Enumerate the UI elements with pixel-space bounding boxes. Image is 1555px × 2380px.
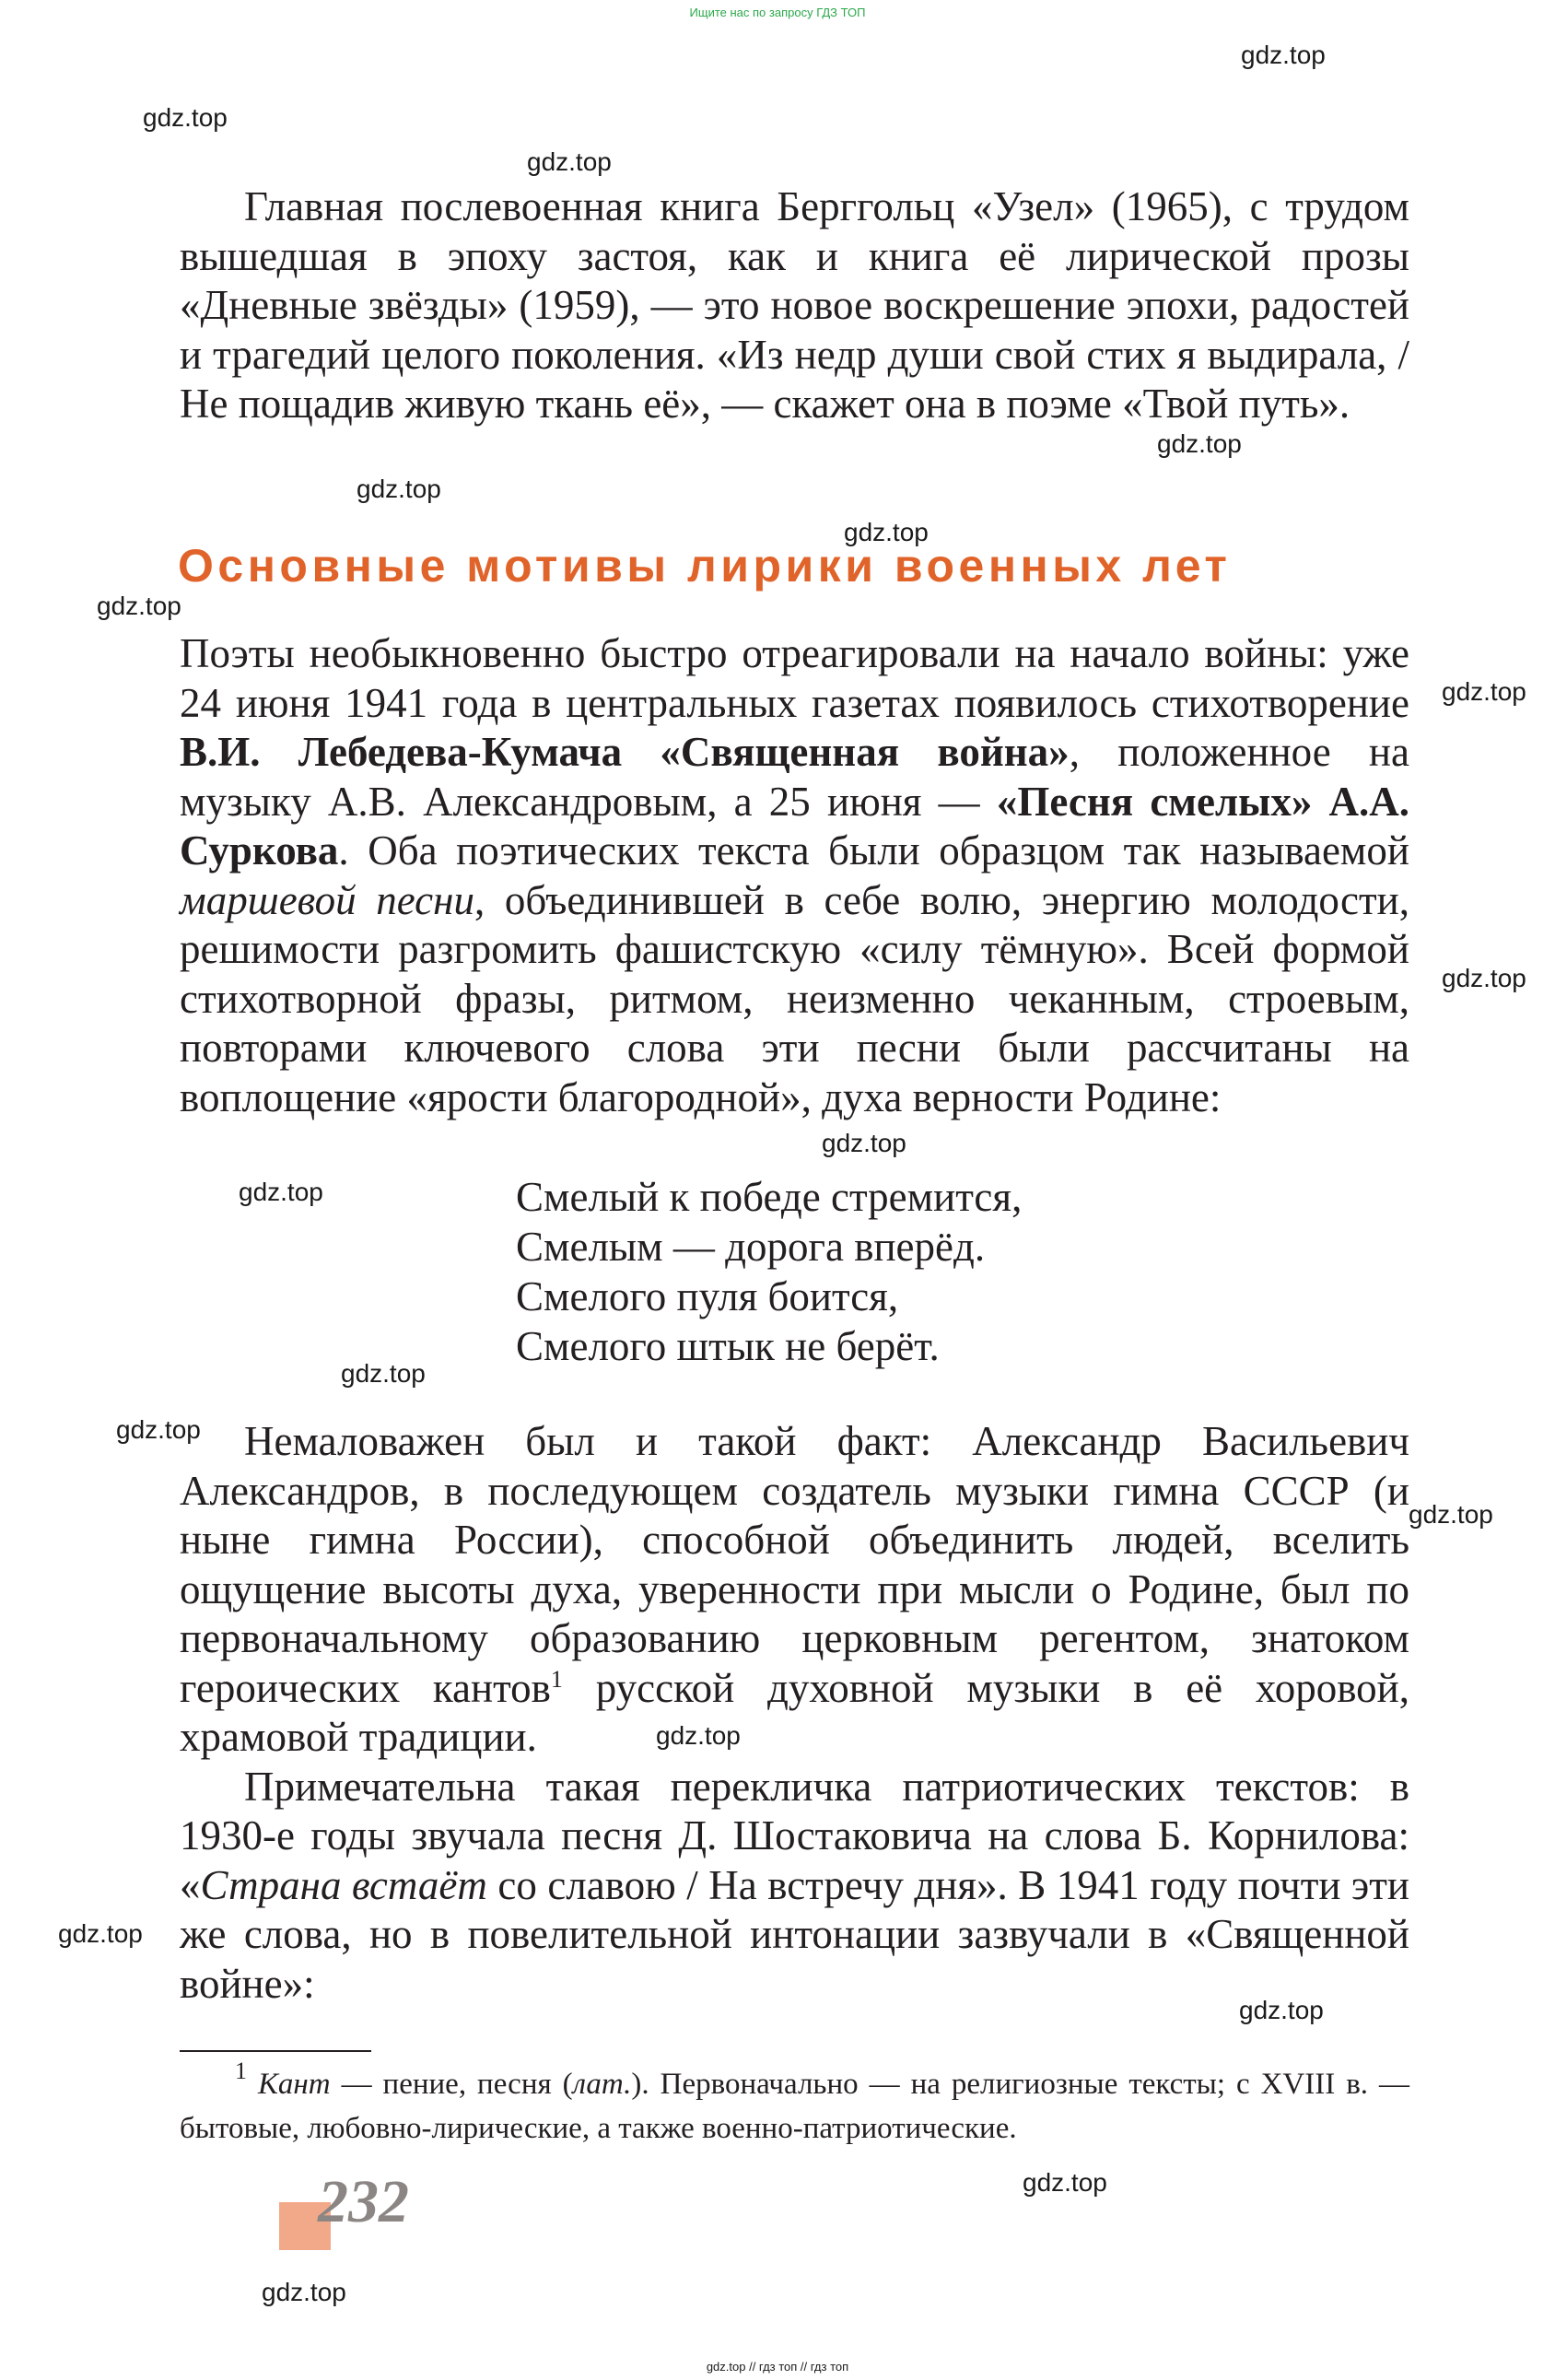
footnote-lang: лат. [572, 2068, 632, 2101]
p1-bold-surkov: «Песня смелых» А.А. Суркова [180, 778, 1410, 873]
watermark: gdz.top [239, 1178, 323, 1206]
poem-line: Смелым — дорога вперёд. [516, 1224, 986, 1270]
watermark: gdz.top [1442, 677, 1526, 706]
watermark: gdz.top [262, 2278, 346, 2306]
poem-line: Смелого штык не берёт. [516, 1323, 940, 1369]
p1-italic-march-song: маршевой песни [180, 876, 474, 923]
footnote-divider [180, 2050, 371, 2052]
watermark: gdz.top [656, 1721, 741, 1750]
p1-text-e: . Оба поэтических текста были образцом так называемой [338, 827, 1409, 873]
poem-quote [516, 1172, 1022, 1371]
p2-text-b: русской духовной музыки в её хоровой, храмовой традиции. [180, 1664, 1409, 1760]
watermark: gdz.top [527, 147, 612, 176]
header-search-note: Ищите нас по запросу ГДЗ ТОП [689, 6, 866, 19]
footnote-text-b: ). Первоначально — на религиозные тексты; с XVIII в. — бытовые, любовно-лирические, а также военно-патриотические. [180, 2068, 1409, 2145]
watermark: gdz.top [1157, 429, 1242, 458]
paragraph-war-songs [180, 629, 1409, 1122]
footnote-ref: 1 [550, 1665, 563, 1693]
p3-text-c: со славою / На встречу дня». В 1941 году почти эти же слова, но в повелительной интонации зазвучали в «Священной войне»: [180, 1861, 1409, 2007]
footer-note: gdz.top // гдз топ // гдз топ [706, 2360, 849, 2374]
watermark: gdz.top [1239, 1996, 1324, 2024]
p1-text-a: Поэты необыкновенно быстро отреагировали на начало войны: уже 24 июня 1941 года в центральных газетах появилось стихотворение [180, 630, 1409, 726]
footnote-text-a: — пение, песня ( [330, 2068, 573, 2101]
watermark: gdz.top [822, 1129, 906, 1157]
watermark: gdz.top [1023, 2168, 1107, 2197]
watermark: gdz.top [341, 1359, 426, 1388]
footnote-term: Кант [257, 2068, 331, 2101]
watermark: gdz.top [143, 103, 228, 132]
page-number: 232 [318, 2168, 409, 2235]
watermark: gdz.top [1442, 964, 1526, 992]
intro-paragraph: Главная послевоенная книга Берггольц «Узел» (1965), с трудом вышедшая в эпоху застоя, как и книга её лирической прозы «Дневные звёзды» (1959), — это новое воскрешение эпохи, радостей и трагедий целого поколения. «Из недр души свой стих я выдирала, / Не пощадив живую ткань её», — скажет она в поэме «Твой путь». [180, 183, 1409, 427]
watermark: gdz.top [844, 518, 929, 546]
watermark: gdz.top [58, 1919, 143, 1948]
watermark: gdz.top [97, 592, 181, 620]
watermark: gdz.top [116, 1415, 201, 1444]
poem-line: Смелый к победе стремится, [516, 1174, 1023, 1220]
p1-text-g: , объединившей в себе волю, энергию молодости, решимости разгромить фашистскую «силу тёмную». Всей формой стихотворной фразы, ритмом, неизменно чеканным, строевым, повторами ключевого слова эти песни были рассчитаны на воплощение «ярости благородной», духа верности Родине: [180, 876, 1409, 1120]
p3-italic-quote: Страна встаёт [200, 1861, 487, 1908]
p2-text-a: Немаловажен был и такой факт: Александр Васильевич Александров, в последующем создатель музыки гимна СССР (и ныне гимна России), способной объединить людей, вселить ощущение высоты духа, уверенности при мысли о Родине, был по первоначальному образованию церковным регентом, знатоком героических кантов [180, 1418, 1409, 1711]
watermark: gdz.top [357, 475, 441, 503]
watermark: gdz.top [1409, 1500, 1493, 1529]
watermark: gdz.top [1241, 41, 1326, 69]
footnote [180, 2058, 1409, 2151]
p1-text-c: , положенное на музыку А.В. Александровым, а 25 июня — [180, 729, 1409, 825]
p3-text-a: Примечательна такая перекличка патриотических текстов: в 1930-е годы звучала песня Д. Шостаковича на слова Б. Корнилова: « [180, 1763, 1409, 1908]
section-heading: Основные мотивы лирики военных лет [178, 540, 1232, 592]
poem-line: Смелого пуля боится, [516, 1273, 899, 1319]
p1-bold-lebedev: В.И. Лебедева-Кумача «Священная война» [180, 729, 1070, 775]
footnote-number: 1 [235, 2058, 247, 2084]
paragraph-alexandrov [180, 1417, 1409, 2009]
